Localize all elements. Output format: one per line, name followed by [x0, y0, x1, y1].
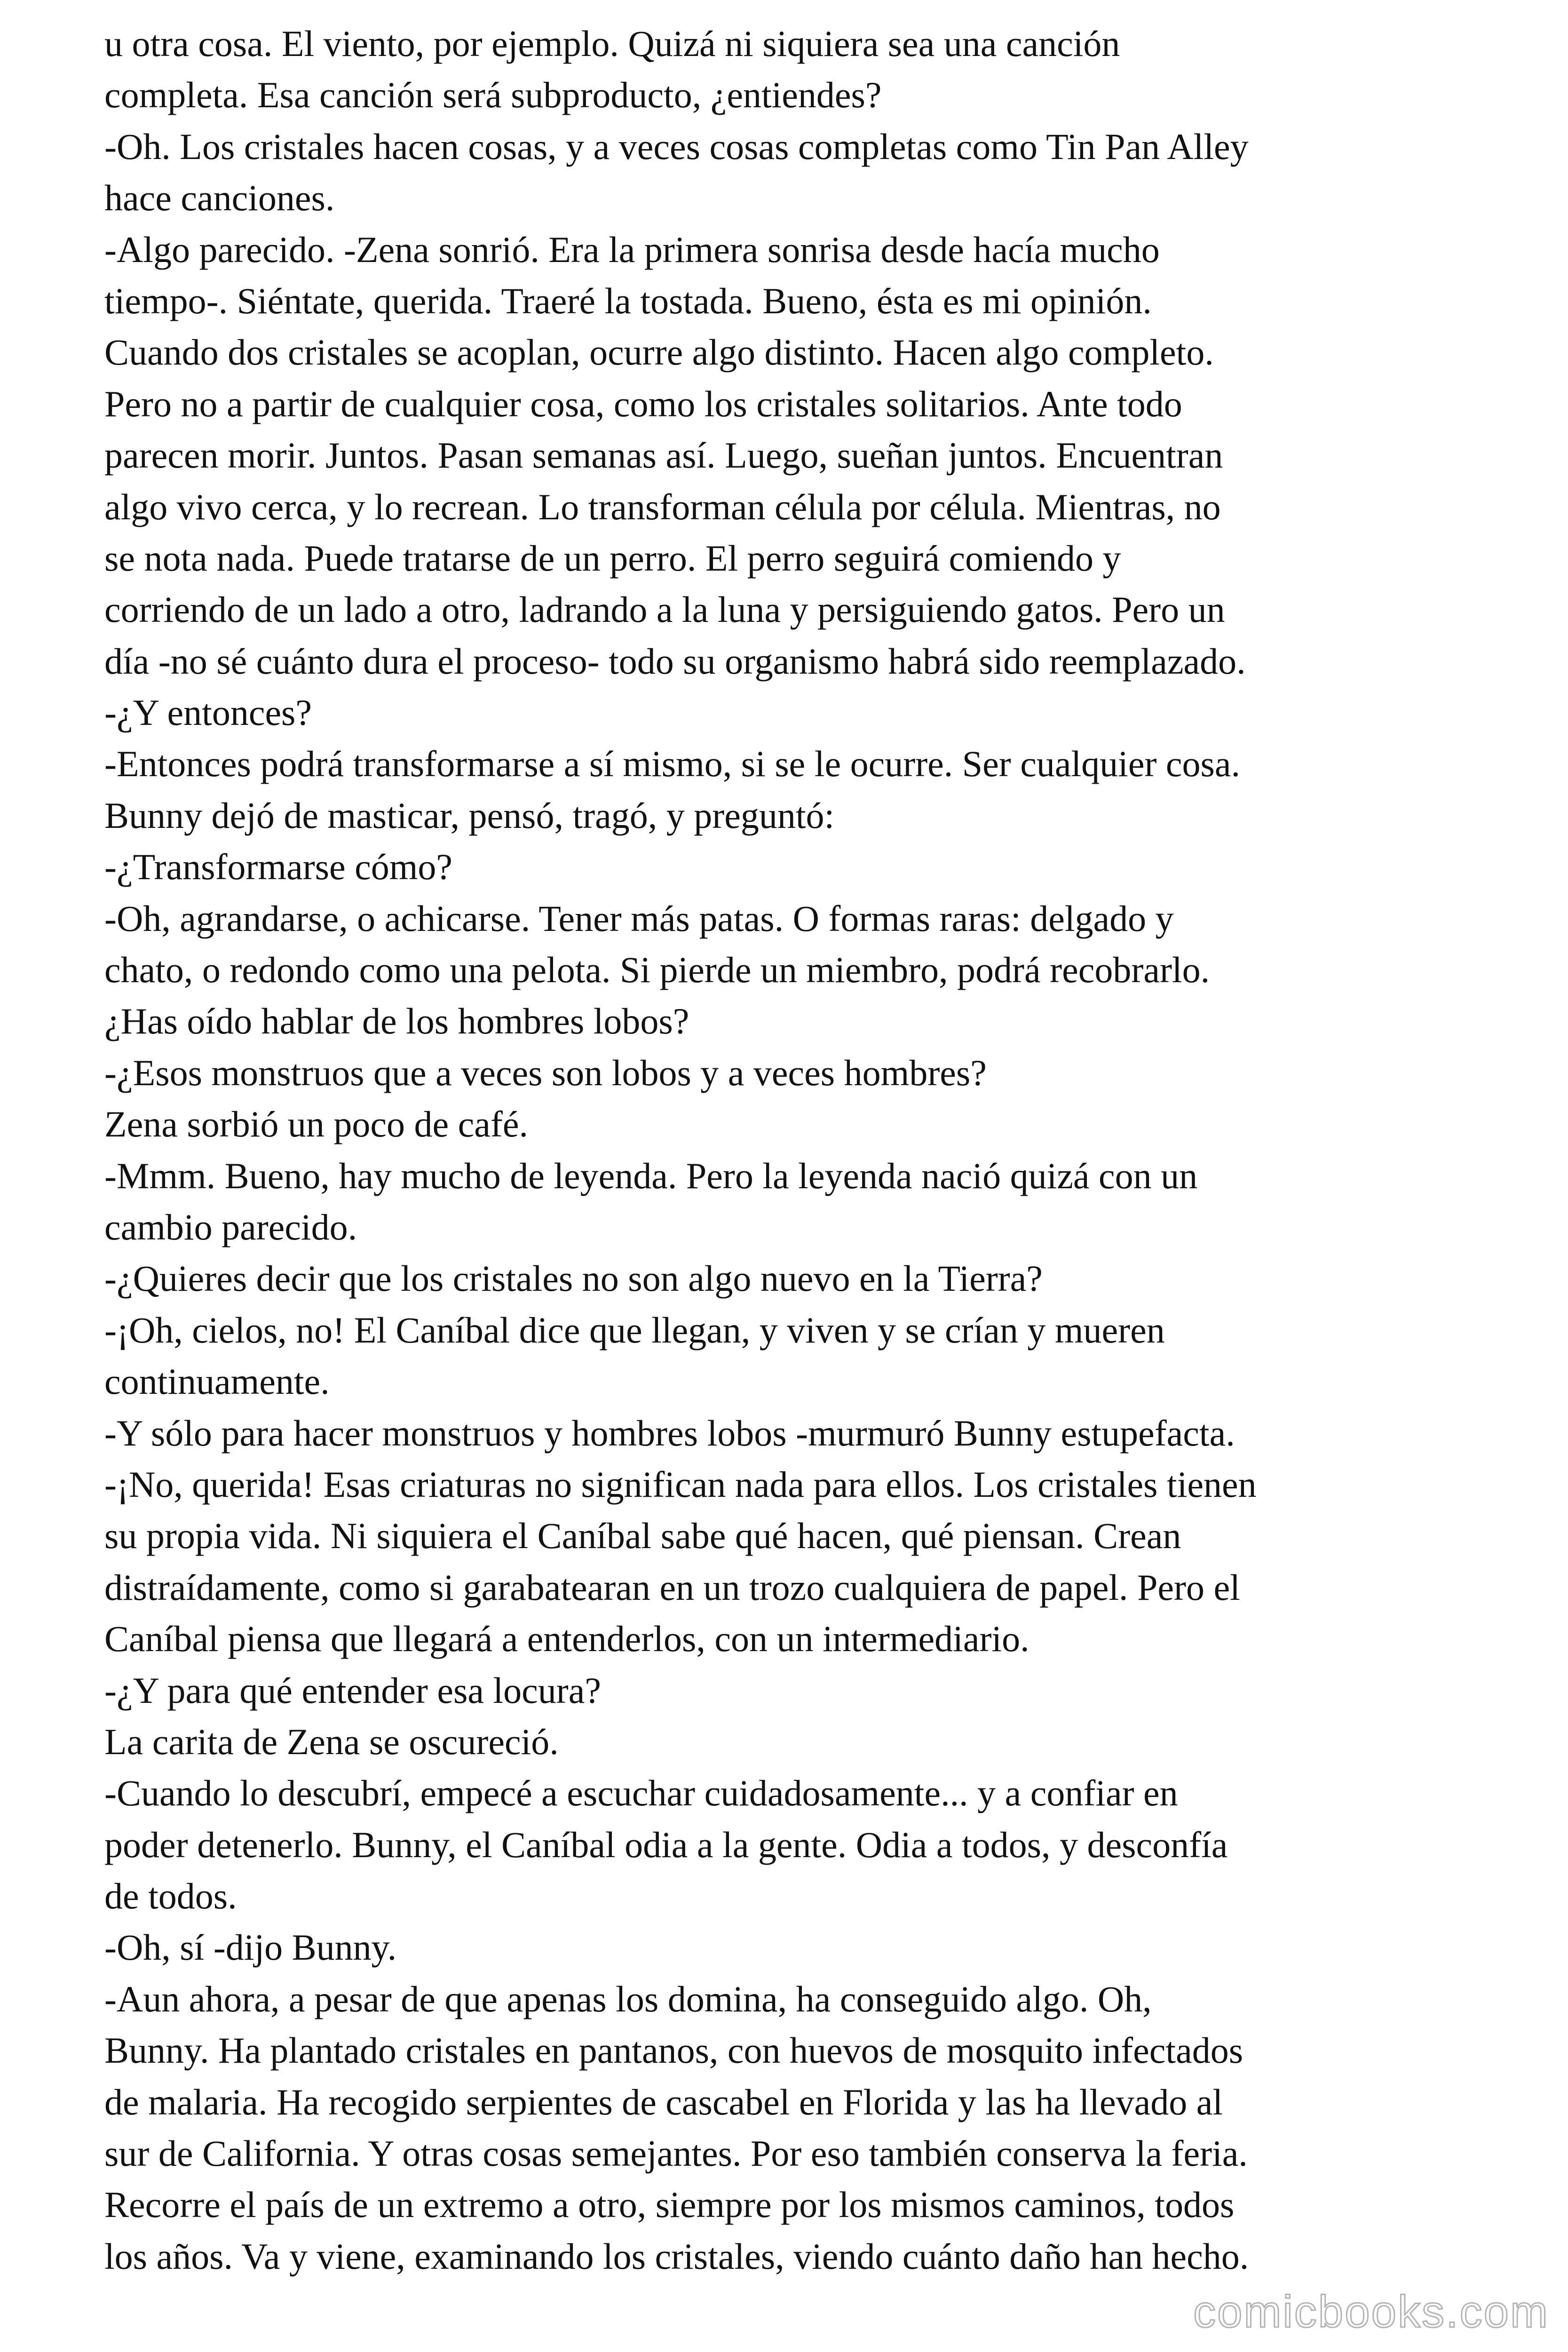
text-line: Zena sorbió un poco de café.	[104, 1104, 528, 1145]
text-line: -¿Transformarse cómo?	[104, 846, 453, 888]
text-line: -¿Y para qué entender esa locura?	[104, 1669, 601, 1711]
body-text	[104, 18, 1515, 2282]
text-line: Pero no a partir de cualquier cosa, como los cristales solitarios. Ante todo	[104, 383, 1182, 424]
text-line: de todos.	[104, 1875, 237, 1917]
text-line: poder detenerlo. Bunny, el Caníbal odia a la gente. Odia a todos, y desconfía	[104, 1824, 1228, 1865]
text-line: se nota nada. Puede tratarse de un perro. El perro seguirá comiendo y	[104, 537, 1121, 579]
text-line: -Oh, sí -dijo Bunny.	[104, 1927, 397, 1968]
text-line: de malaria. Ha recogido serpientes de cascabel en Florida y las ha llevado al	[104, 2081, 1223, 2122]
text-line: parecen morir. Juntos. Pasan semanas así. Luego, sueñan juntos. Encuentran	[104, 435, 1223, 476]
text-line: -Oh, agrandarse, o achicarse. Tener más patas. O formas raras: delgado y	[104, 898, 1174, 939]
text-line: -Aun ahora, a pesar de que apenas los domina, ha conseguido algo. Oh,	[104, 1978, 1152, 2019]
text-line: ¿Has oído hablar de los hombres lobos?	[104, 1001, 689, 1042]
text-line: chato, o redondo como una pelota. Si pierde un miembro, podrá recobrarlo.	[104, 949, 1210, 991]
text-line: -¿Esos monstruos que a veces son lobos y a veces hombres?	[104, 1052, 987, 1093]
text-line: La carita de Zena se oscureció.	[104, 1721, 559, 1762]
text-line: cambio parecido.	[104, 1206, 357, 1248]
text-line: los años. Va y viene, examinando los cristales, viendo cuánto daño han hecho.	[104, 2235, 1249, 2277]
text-line: -¿Y entonces?	[104, 692, 312, 733]
text-line: sur de California. Y otras cosas semejantes. Por eso también conserva la feria.	[104, 2133, 1248, 2174]
text-line: u otra cosa. El viento, por ejemplo. Quizá ni siquiera sea una canción	[104, 23, 1120, 64]
text-line: día -no sé cuánto dura el proceso- todo su organismo habrá sido reemplazado.	[104, 640, 1246, 682]
text-line: Recorre el país de un extremo a otro, siempre por los mismos caminos, todos	[104, 2184, 1235, 2225]
text-line: algo vivo cerca, y lo recrean. Lo transforman célula por célula. Mientras, no	[104, 486, 1221, 527]
text-line: continuamente.	[104, 1361, 330, 1402]
text-line: -¿Quieres decir que los cristales no son algo nuevo en la Tierra?	[104, 1258, 1043, 1299]
text-line: Bunny dejó de masticar, pensó, tragó, y preguntó:	[104, 795, 835, 836]
text-line: hace canciones.	[104, 177, 335, 219]
text-line: -Entonces podrá transformarse a sí mismo, si se le ocurre. Ser cualquier cosa.	[104, 743, 1241, 785]
text-line: -Y sólo para hacer monstruos y hombres lobos -murmuró Bunny estupefacta.	[104, 1412, 1235, 1454]
text-line: corriendo de un lado a otro, ladrando a la luna y persiguiendo gatos. Pero un	[104, 589, 1225, 630]
text-line: -¡Oh, cielos, no! El Caníbal dice que llegan, y viven y se crían y mueren	[104, 1309, 1165, 1351]
text-line: -Cuando lo descubrí, empecé a escuchar cuidadosamente... y a confiar en	[104, 1772, 1178, 1814]
text-line: -Algo parecido. -Zena sonrió. Era la primera sonrisa desde hacía mucho	[104, 229, 1160, 270]
text-line: -Oh. Los cristales hacen cosas, y a veces cosas completas como Tin Pan Alley	[104, 126, 1249, 167]
watermark: comicbooks.com	[1193, 2287, 1549, 2337]
text-line: Cuando dos cristales se acoplan, ocurre algo distinto. Hacen algo completo.	[104, 332, 1214, 373]
text-line: Bunny. Ha plantado cristales en pantanos, con huevos de mosquito infectados	[104, 2030, 1243, 2071]
text-line: completa. Esa canción será subproducto, ¿entiendes?	[104, 74, 882, 116]
text-line: -¡No, querida! Esas criaturas no significan nada para ellos. Los cristales tienen	[104, 1463, 1257, 1505]
text-line: distraídamente, como si garabatearan en un trozo cualquiera de papel. Pero el	[104, 1566, 1240, 1608]
text-line: tiempo-. Siéntate, querida. Traeré la tostada. Bueno, ésta es mi opinión.	[104, 280, 1152, 321]
text-line: Caníbal piensa que llegará a entenderlos, con un intermediario.	[104, 1618, 1029, 1660]
text-line: su propia vida. Ni siquiera el Caníbal sabe qué hacen, qué piensan. Crean	[104, 1515, 1181, 1557]
text-line: -Mmm. Bueno, hay mucho de leyenda. Pero la leyenda nació quizá con un	[104, 1155, 1198, 1196]
